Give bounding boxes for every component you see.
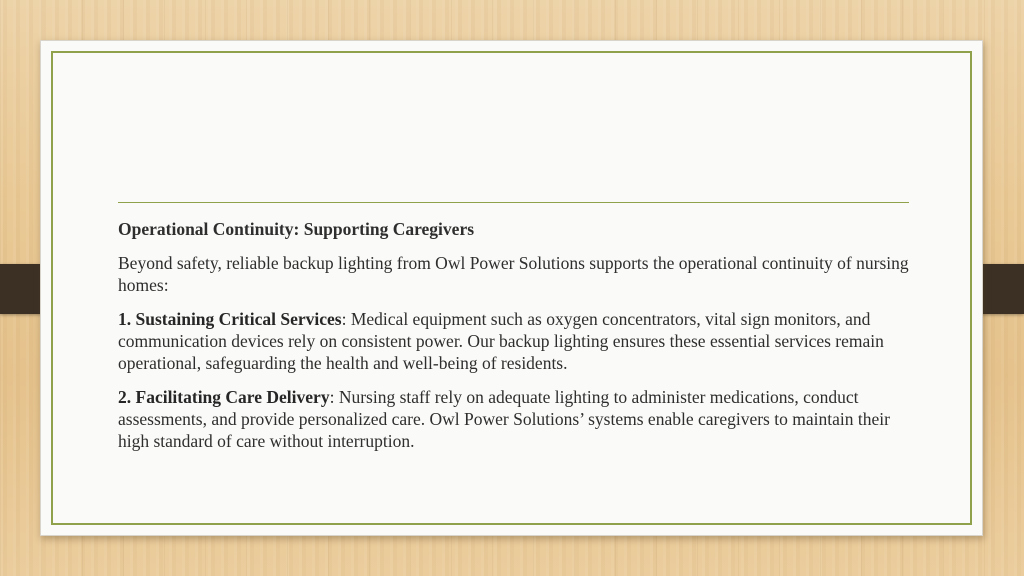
- list-item-text: : Medical equipment such as oxygen concentrators, vital sign monitors, and communication devices rely on consistent power. Our backup lighting ensures these essential services remain operational, safeguarding the health and well-being of residents.: [118, 309, 884, 373]
- list-item-text: : Nursing staff rely on adequate lighting to administer medications, conduct assessments, and provide personalized care. Owl Power Solutions’ systems enable caregivers to maintain their high standard of care without interruption.: [118, 387, 890, 451]
- section-heading: Operational Continuity: Supporting Caregivers: [118, 219, 475, 239]
- list-item-facilitating-care: [118, 386, 918, 452]
- list-item-sustaining-services: [118, 308, 918, 374]
- slide-card: [40, 40, 983, 536]
- intro-paragraph: Beyond safety, reliable backup lighting from Owl Power Solutions supports the operational continuity of nursing homes:: [118, 253, 909, 295]
- list-item-title: 1. Sustaining Critical Services: [118, 309, 342, 329]
- title-divider: [118, 202, 909, 203]
- slide-content: [118, 218, 918, 464]
- list-item-title: 2. Facilitating Care Delivery: [118, 387, 330, 407]
